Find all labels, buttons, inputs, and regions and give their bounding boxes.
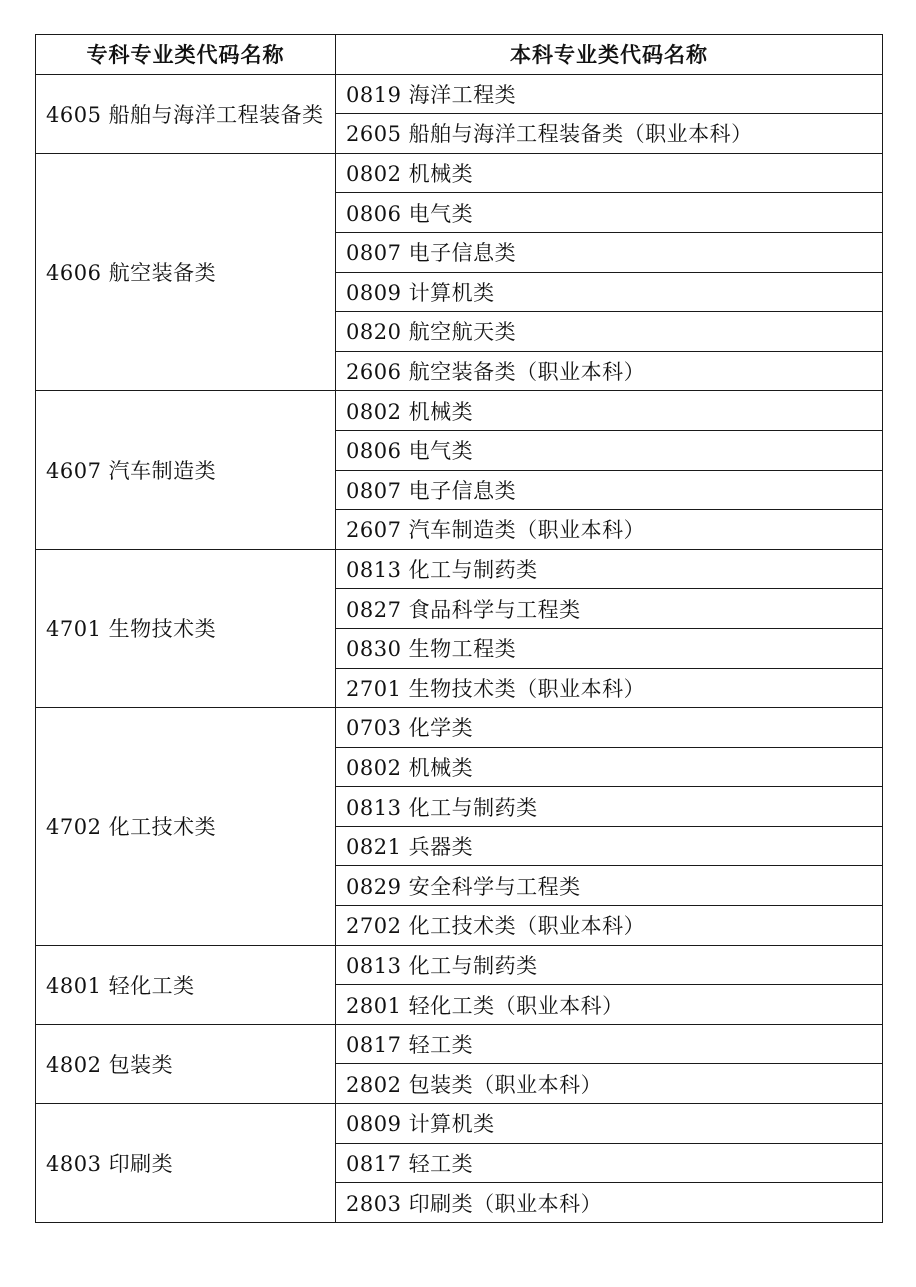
table-body [36,74,883,1222]
table-row [36,708,883,748]
benke-category-cell: 0802 机械类 [336,153,883,193]
zhuanke-category-cell: 4801 轻化工类 [36,945,336,1024]
zhuanke-category-cell: 4701 生物技术类 [36,549,336,707]
benke-category-cell: 0819 海洋工程类 [336,74,883,114]
table-row [36,1024,883,1064]
benke-category-cell: 0809 计算机类 [336,272,883,312]
benke-category-cell: 0802 机械类 [336,391,883,431]
benke-category-cell: 0827 食品科学与工程类 [336,589,883,629]
table-row [36,74,883,114]
table-row [36,153,883,193]
header-benke: 本科专业类代码名称 [336,35,883,75]
zhuanke-category-cell: 4605 船舶与海洋工程装备类 [36,74,336,153]
benke-category-cell: 0821 兵器类 [336,826,883,866]
benke-category-cell: 2802 包装类（职业本科） [336,1064,883,1104]
major-mapping-table [35,34,883,1223]
header-row [36,35,883,75]
benke-category-cell: 2605 船舶与海洋工程装备类（职业本科） [336,114,883,154]
benke-category-cell: 0813 化工与制药类 [336,549,883,589]
benke-category-cell: 0829 安全科学与工程类 [336,866,883,906]
zhuanke-category-cell: 4607 汽车制造类 [36,391,336,549]
benke-category-cell: 0820 航空航天类 [336,312,883,352]
benke-category-cell: 0806 电气类 [336,430,883,470]
table-row [36,391,883,431]
benke-category-cell: 0806 电气类 [336,193,883,233]
table-row [36,1104,883,1144]
benke-category-cell: 0703 化学类 [336,708,883,748]
benke-category-cell: 2803 印刷类（职业本科） [336,1183,883,1223]
benke-category-cell: 2606 航空装备类（职业本科） [336,351,883,391]
table-row [36,945,883,985]
benke-category-cell: 0813 化工与制药类 [336,787,883,827]
zhuanke-category-cell: 4803 印刷类 [36,1104,336,1223]
zhuanke-category-cell: 4606 航空装备类 [36,153,336,391]
header-zhuanke: 专科专业类代码名称 [36,35,336,75]
benke-category-cell: 0813 化工与制药类 [336,945,883,985]
table-header [36,35,883,75]
benke-category-cell: 0807 电子信息类 [336,470,883,510]
benke-category-cell: 0817 轻工类 [336,1024,883,1064]
benke-category-cell: 0809 计算机类 [336,1104,883,1144]
benke-category-cell: 2801 轻化工类（职业本科） [336,985,883,1025]
zhuanke-category-cell: 4702 化工技术类 [36,708,336,946]
benke-category-cell: 2607 汽车制造类（职业本科） [336,510,883,550]
zhuanke-category-cell: 4802 包装类 [36,1024,336,1103]
benke-category-cell: 0817 轻工类 [336,1143,883,1183]
benke-category-cell: 0802 机械类 [336,747,883,787]
benke-category-cell: 0830 生物工程类 [336,628,883,668]
table-row [36,549,883,589]
benke-category-cell: 2701 生物技术类（职业本科） [336,668,883,708]
benke-category-cell: 2702 化工技术类（职业本科） [336,906,883,946]
benke-category-cell: 0807 电子信息类 [336,232,883,272]
